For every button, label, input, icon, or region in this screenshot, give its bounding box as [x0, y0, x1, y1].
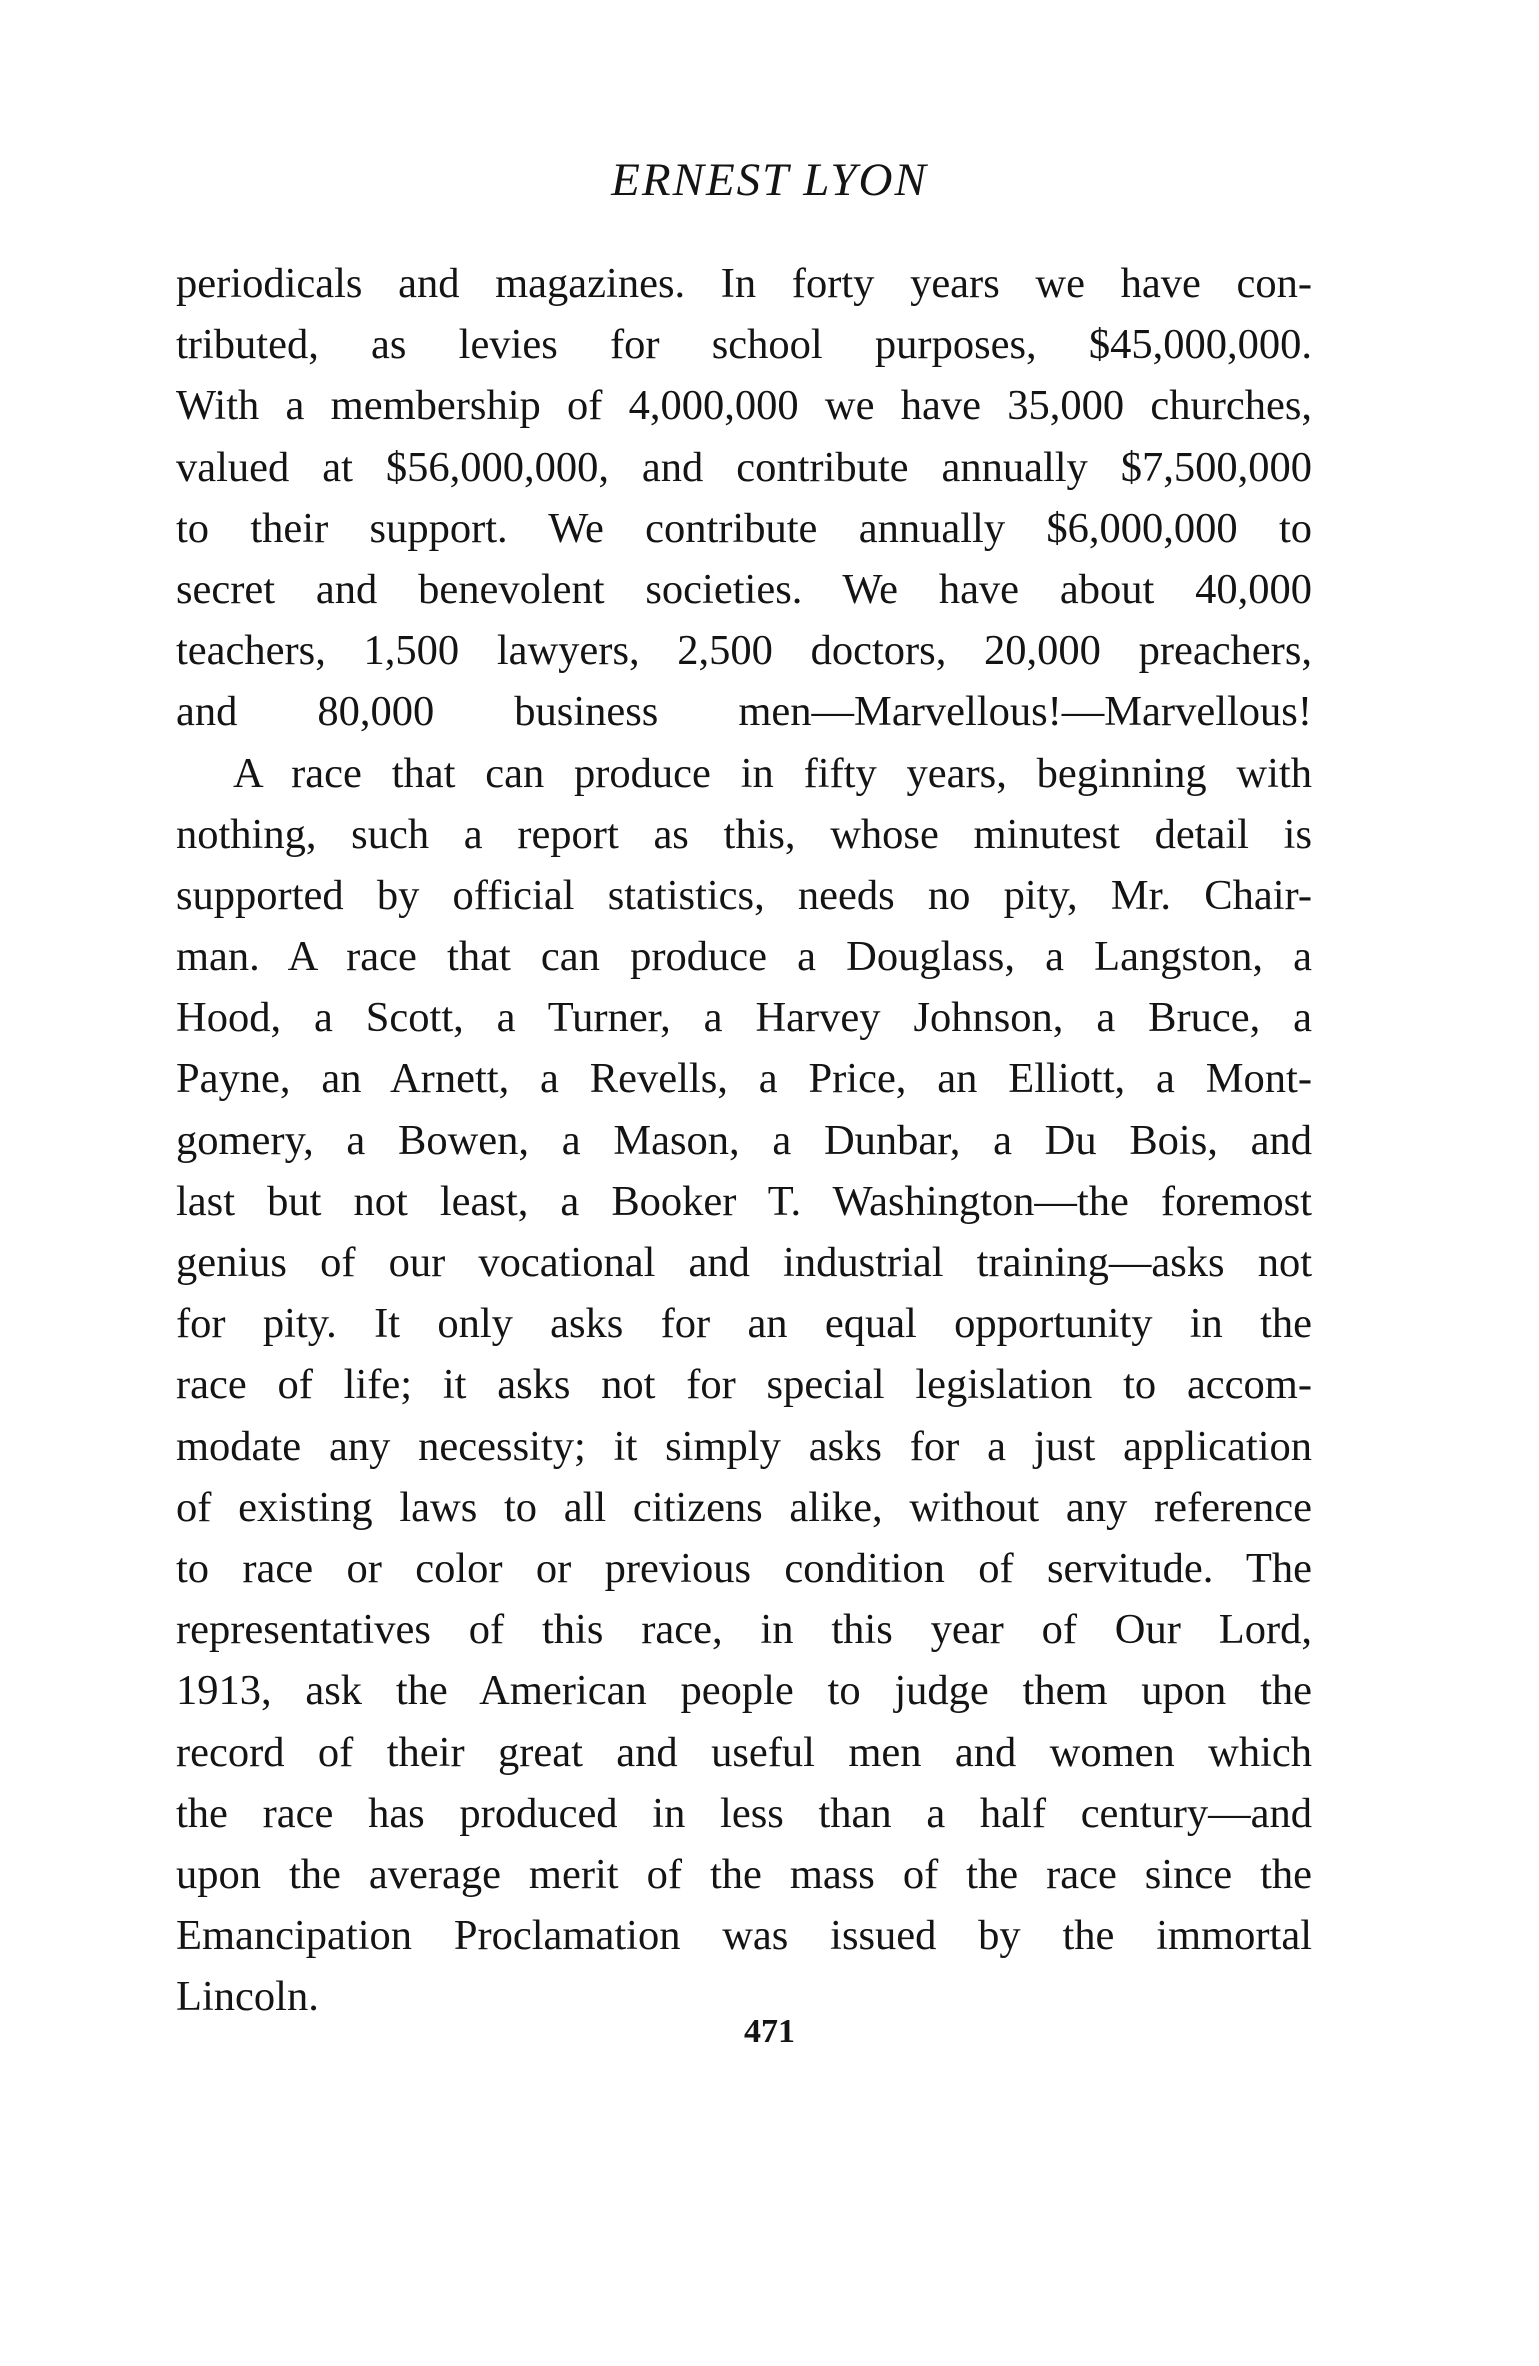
body-text	[176, 253, 1312, 2027]
text-line: gomery, a Bowen, a Mason, a Dunbar, a Du Bois, and	[176, 1116, 1312, 1164]
text-line: record of their great and useful men and women which	[176, 1728, 1312, 1776]
text-line: to their support. We contribute annually $6,000,000 to	[176, 504, 1312, 552]
text-line: Emancipation Proclamation was issued by the immortal	[176, 1912, 1312, 1960]
text-line: supported by official statistics, needs no pity, Mr. Chair-	[176, 871, 1312, 919]
running-head: ERNEST LYON	[611, 154, 928, 206]
text-line: With a membership of 4,000,000 we have 35,000 churches,	[176, 382, 1312, 430]
text-line: the race has produced in less than a half century—and	[176, 1789, 1312, 1837]
paragraph-1	[176, 253, 1312, 743]
page-number: 471	[744, 2013, 795, 2050]
text-line: nothing, such a report as this, whose minutest detail is	[176, 810, 1312, 858]
text-line: tributed, as levies for school purposes, $45,000,000.	[176, 321, 1312, 369]
text-line: A race that can produce in fifty years, beginning with	[233, 749, 1312, 797]
text-line: modate any necessity; it simply asks for a just application	[176, 1422, 1312, 1470]
text-line: upon the average merit of the mass of the race since the	[176, 1850, 1312, 1898]
text-line: for pity. It only asks for an equal opportunity in the	[176, 1300, 1312, 1348]
text-line: teachers, 1,500 lawyers, 2,500 doctors, 20,000 preachers,	[176, 627, 1312, 675]
text-line: Payne, an Arnett, a Revells, a Price, an Elliott, a Mont-	[176, 1055, 1312, 1103]
text-line: race of life; it asks not for special legislation to accom-	[176, 1361, 1312, 1409]
text-line: last but not least, a Booker T. Washington—the foremost	[176, 1177, 1312, 1225]
text-line: to race or color or previous condition of servitude. The	[176, 1544, 1312, 1592]
text-line: Lincoln.	[176, 1973, 319, 2021]
text-line: representatives of this race, in this year of Our Lord,	[176, 1606, 1312, 1654]
text-line: of existing laws to all citizens alike, without any reference	[176, 1483, 1312, 1531]
text-line: Hood, a Scott, a Turner, a Harvey Johnson, a Bruce, a	[176, 994, 1312, 1042]
text-line: 1913, ask the American people to judge them upon the	[176, 1667, 1312, 1715]
text-line: and 80,000 business men—Marvellous!—Marvellous!	[176, 688, 1312, 736]
paragraph-2	[176, 743, 1312, 2028]
text-line: periodicals and magazines. In forty years we have con-	[176, 260, 1312, 307]
text-line: valued at $56,000,000, and contribute annually $7,500,000	[176, 443, 1312, 491]
text-line: genius of our vocational and industrial training—asks not	[176, 1239, 1312, 1286]
text-line: man. A race that can produce a Douglass, a Langston, a	[176, 933, 1312, 981]
text-line: secret and benevolent societies. We have about 40,000	[176, 565, 1312, 613]
